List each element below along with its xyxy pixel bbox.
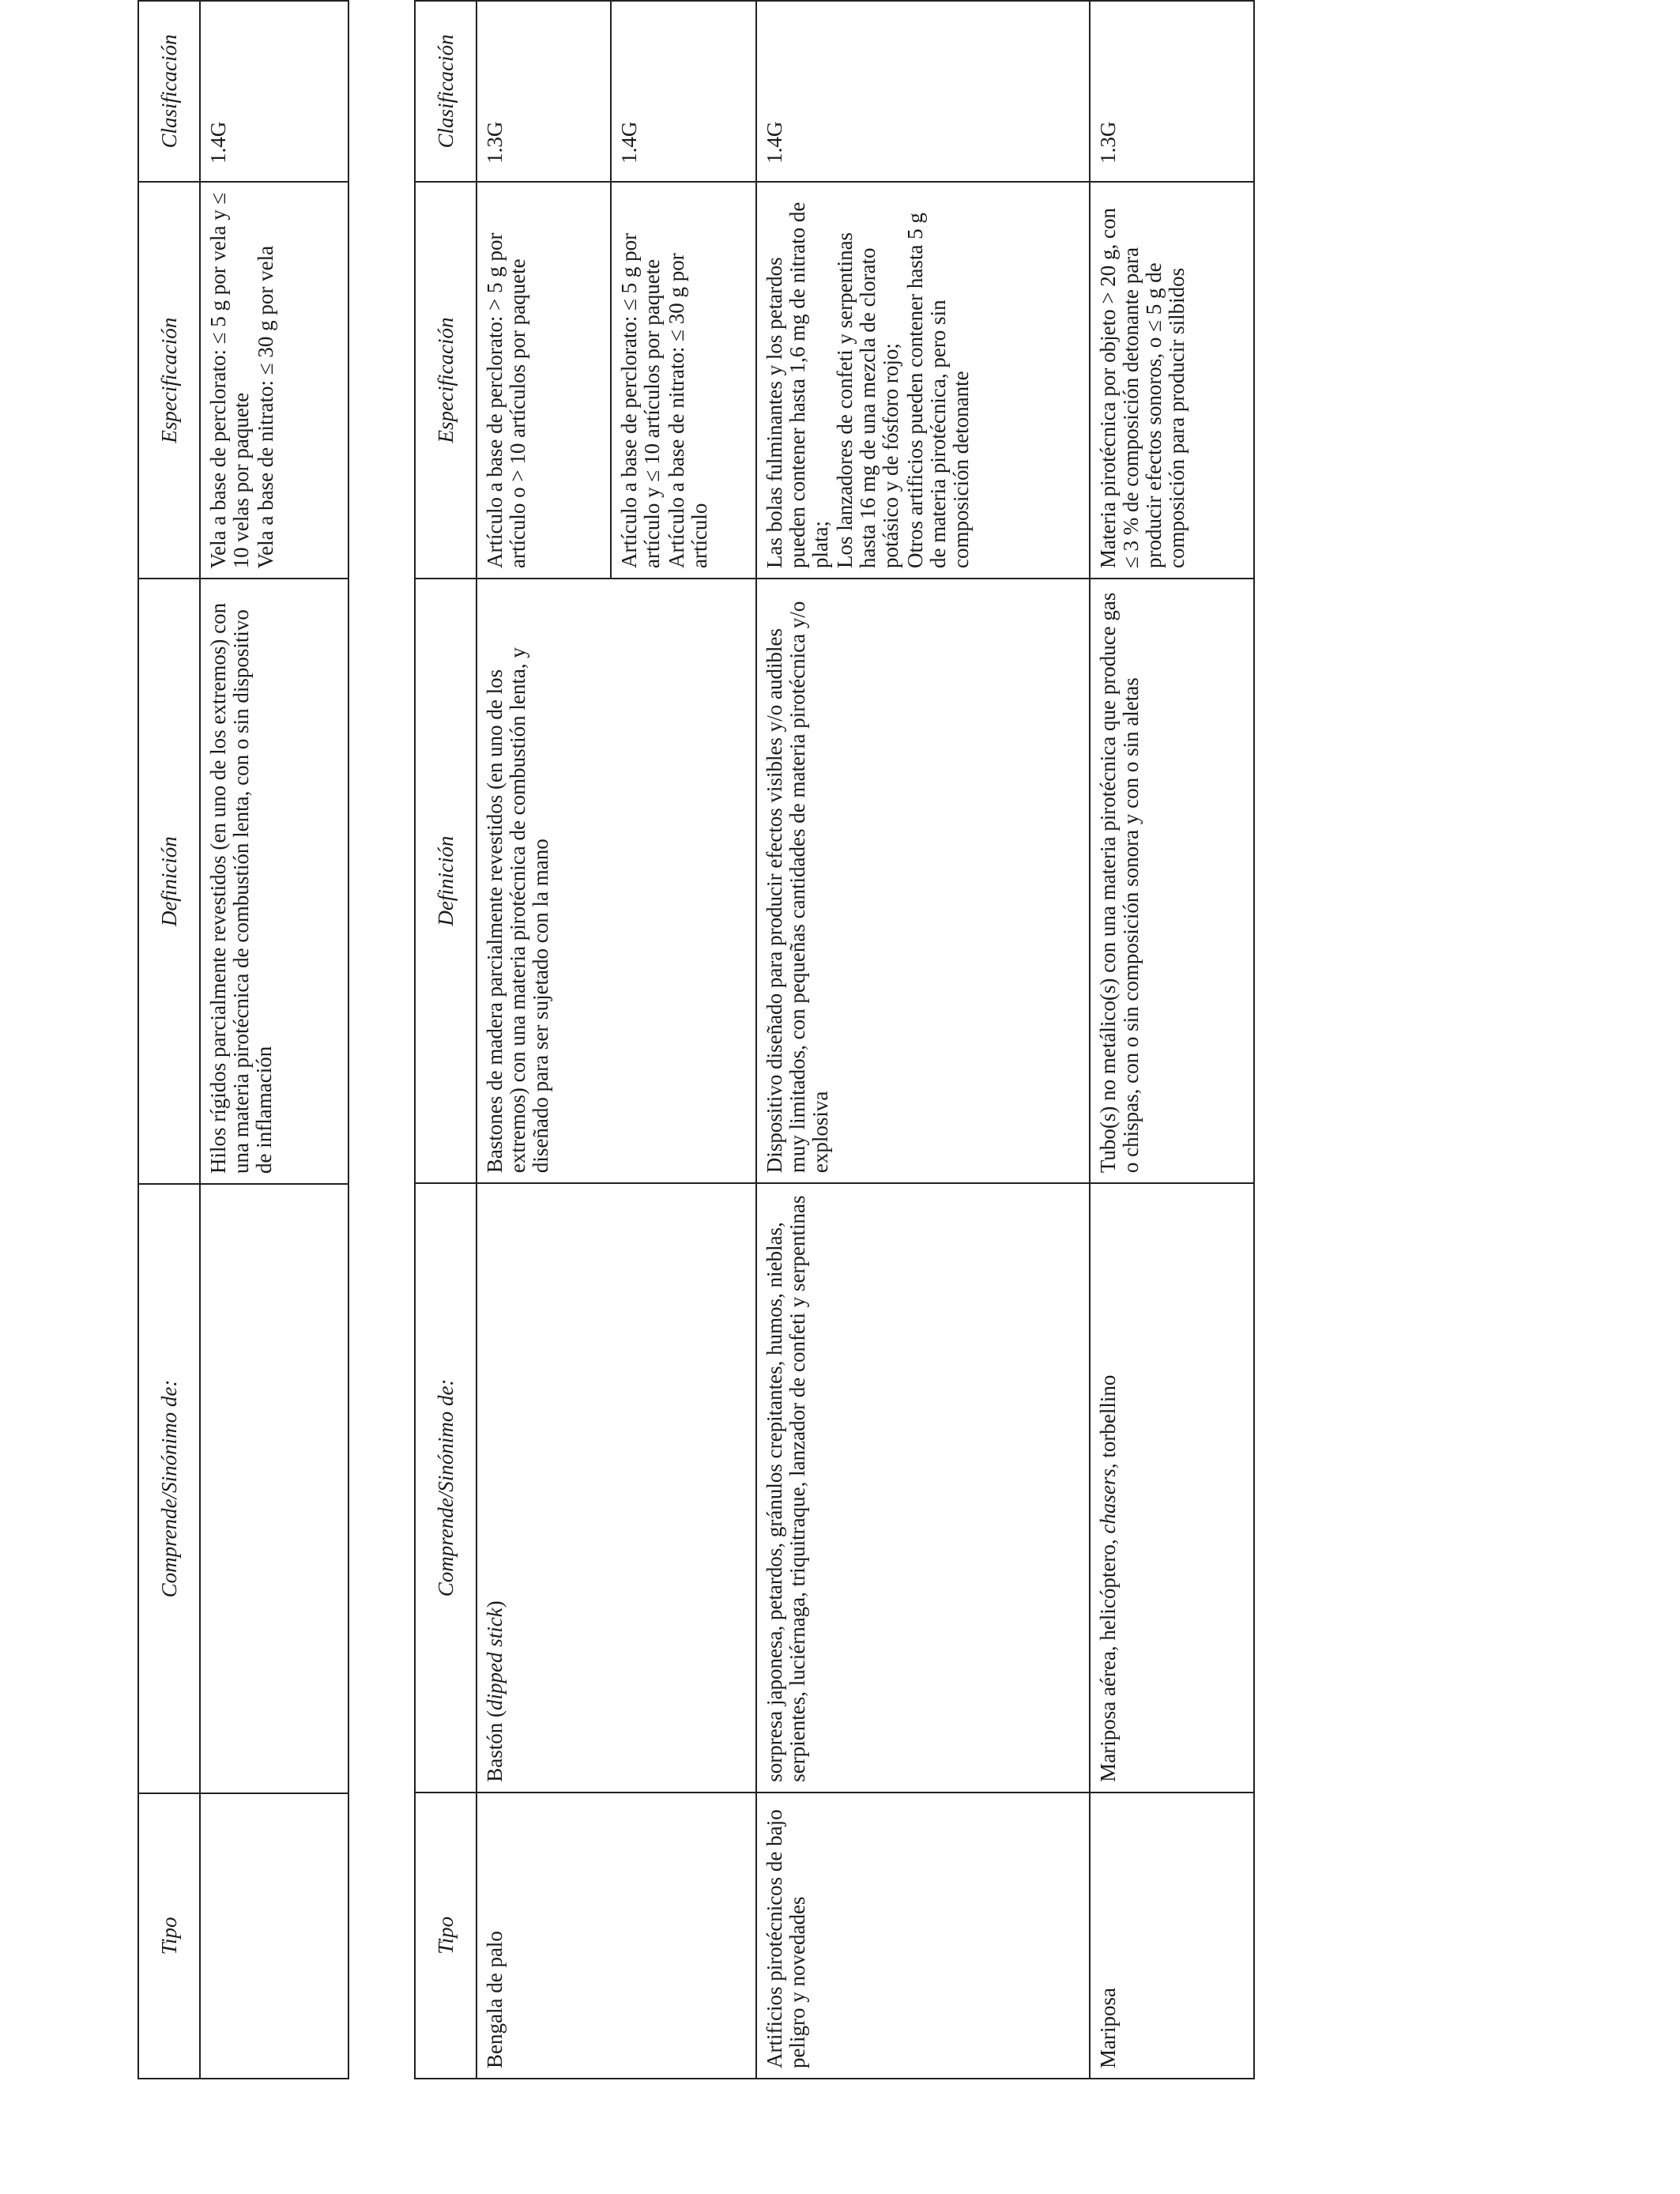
comprende-prefix: Mariposa aérea, helicóptero, bbox=[1096, 1533, 1120, 1782]
cell-definicion: Bastones de madera parcialmente revestidos (en uno de los extremos) con una materia pirotécnica de combustión lenta, y diseñado para ser sujetado con la mano bbox=[477, 579, 756, 1183]
table-row bbox=[477, 1, 611, 2079]
spec-perclorato: Vela a base de perclorato: ≤ 5 g por vela y ≤ 10 velas por paquete bbox=[206, 192, 253, 569]
cell-comprende bbox=[200, 1184, 348, 1793]
header-clasificacion: Clasificación bbox=[138, 1, 200, 182]
cell-comprende bbox=[1090, 1183, 1254, 1793]
table-1 bbox=[137, 0, 349, 2079]
comprende-prefix: Bastón ( bbox=[483, 1710, 507, 1782]
spec-lanzadores: Los lanzadores de confeti y serpentinas hasta 16 mg de una mezcla de clorato potásico y de fósforo rojo; bbox=[833, 232, 902, 569]
spec-bolas: Las bolas fulminantes y los petardos pueden contener hasta 1,6 mg de nitrato de plata; bbox=[763, 202, 832, 569]
comprende-suffix: ) bbox=[483, 1600, 507, 1608]
cell-especificacion bbox=[611, 182, 756, 579]
table-1-header-row bbox=[138, 1, 200, 2079]
cell-definicion: Hilos rígidos parcialmente revestidos (en uno de los extremos) con una materia pirotécnica de combustión lenta, con o sin dispositivo de inflamación bbox=[200, 579, 348, 1184]
comprende-italic: dipped stick bbox=[483, 1608, 507, 1710]
cell-tipo: Artificios pirotécnicos de bajo peligro y novedades bbox=[756, 1793, 1090, 2079]
spec-nitrato: Artículo a base de nitrato: ≤ 30 g por artículo bbox=[665, 253, 711, 569]
cell-tipo bbox=[200, 1793, 348, 2079]
cell-clasificacion: 1.4G bbox=[200, 1, 348, 182]
header-especificacion: Especificación bbox=[138, 182, 200, 579]
cell-clasificacion: 1.3G bbox=[1090, 1, 1254, 182]
cell-clasificacion: 1.3G bbox=[477, 1, 611, 182]
comprende-italic: chasers bbox=[1096, 1468, 1120, 1534]
header-definicion: Definición bbox=[138, 579, 200, 1184]
header-comprende: Comprende/Sinónimo de: bbox=[415, 1183, 477, 1793]
spec-nitrato: Vela a base de nitrato: ≤ 30 g por vela bbox=[254, 245, 277, 569]
table-row bbox=[200, 1, 348, 2079]
table-row bbox=[756, 1, 1090, 2079]
header-definicion: Definición bbox=[415, 579, 477, 1183]
cell-especificacion bbox=[200, 182, 348, 579]
spec-perclorato: Artículo a base de perclorato: ≤ 5 g por artículo y ≤ 10 artículos por paquete bbox=[617, 232, 664, 569]
cell-definicion: Tubo(s) no metálico(s) con una materia pirotécnica que produce gas o chispas, con o sin composición sonora y con o sin aletas bbox=[1090, 579, 1254, 1183]
table-row bbox=[1090, 1, 1254, 2079]
spec-otros: Otros artificios pueden contener hasta 5 g de materia pirotécnica, pero sin composición detonante bbox=[903, 213, 973, 569]
header-comprende: Comprende/Sinónimo de: bbox=[138, 1184, 200, 1793]
comprende-suffix: , torbellino bbox=[1096, 1374, 1120, 1469]
header-clasificacion: Clasificación bbox=[415, 1, 477, 182]
cell-especificacion bbox=[756, 182, 1090, 579]
cell-comprende bbox=[477, 1183, 756, 1793]
cell-especificacion: Artículo a base de perclorato: > 5 g por artículo o > 10 artículos por paquete bbox=[477, 182, 611, 579]
header-tipo: Tipo bbox=[415, 1793, 477, 2079]
cell-tipo: Mariposa bbox=[1090, 1793, 1254, 2079]
header-especificacion: Especificación bbox=[415, 182, 477, 579]
cell-tipo: Bengala de palo bbox=[477, 1793, 756, 2079]
cell-comprende: sorpresa japonesa, petardos, gránulos crepitantes, humos, nieblas, serpientes, luciérnaga, triquitraque, lanzador de confeti y serpentinas bbox=[756, 1183, 1090, 1793]
cell-especificacion: Materia pirotécnica por objeto > 20 g, con ≤ 3 % de composición detonante para producir efectos sonoros, o ≤ 5 g de composición para producir silbidos bbox=[1090, 182, 1254, 579]
table-2 bbox=[414, 0, 1255, 2079]
cell-definicion: Dispositivo diseñado para producir efectos visibles y/o audibles muy limitados, con pequeñas cantidades de materia pirotécnica y/o explosiva bbox=[756, 579, 1090, 1183]
cell-clasificacion: 1.4G bbox=[756, 1, 1090, 182]
header-tipo: Tipo bbox=[138, 1793, 200, 2079]
table-2-header-row bbox=[415, 1, 477, 2079]
cell-clasificacion: 1.4G bbox=[611, 1, 756, 182]
